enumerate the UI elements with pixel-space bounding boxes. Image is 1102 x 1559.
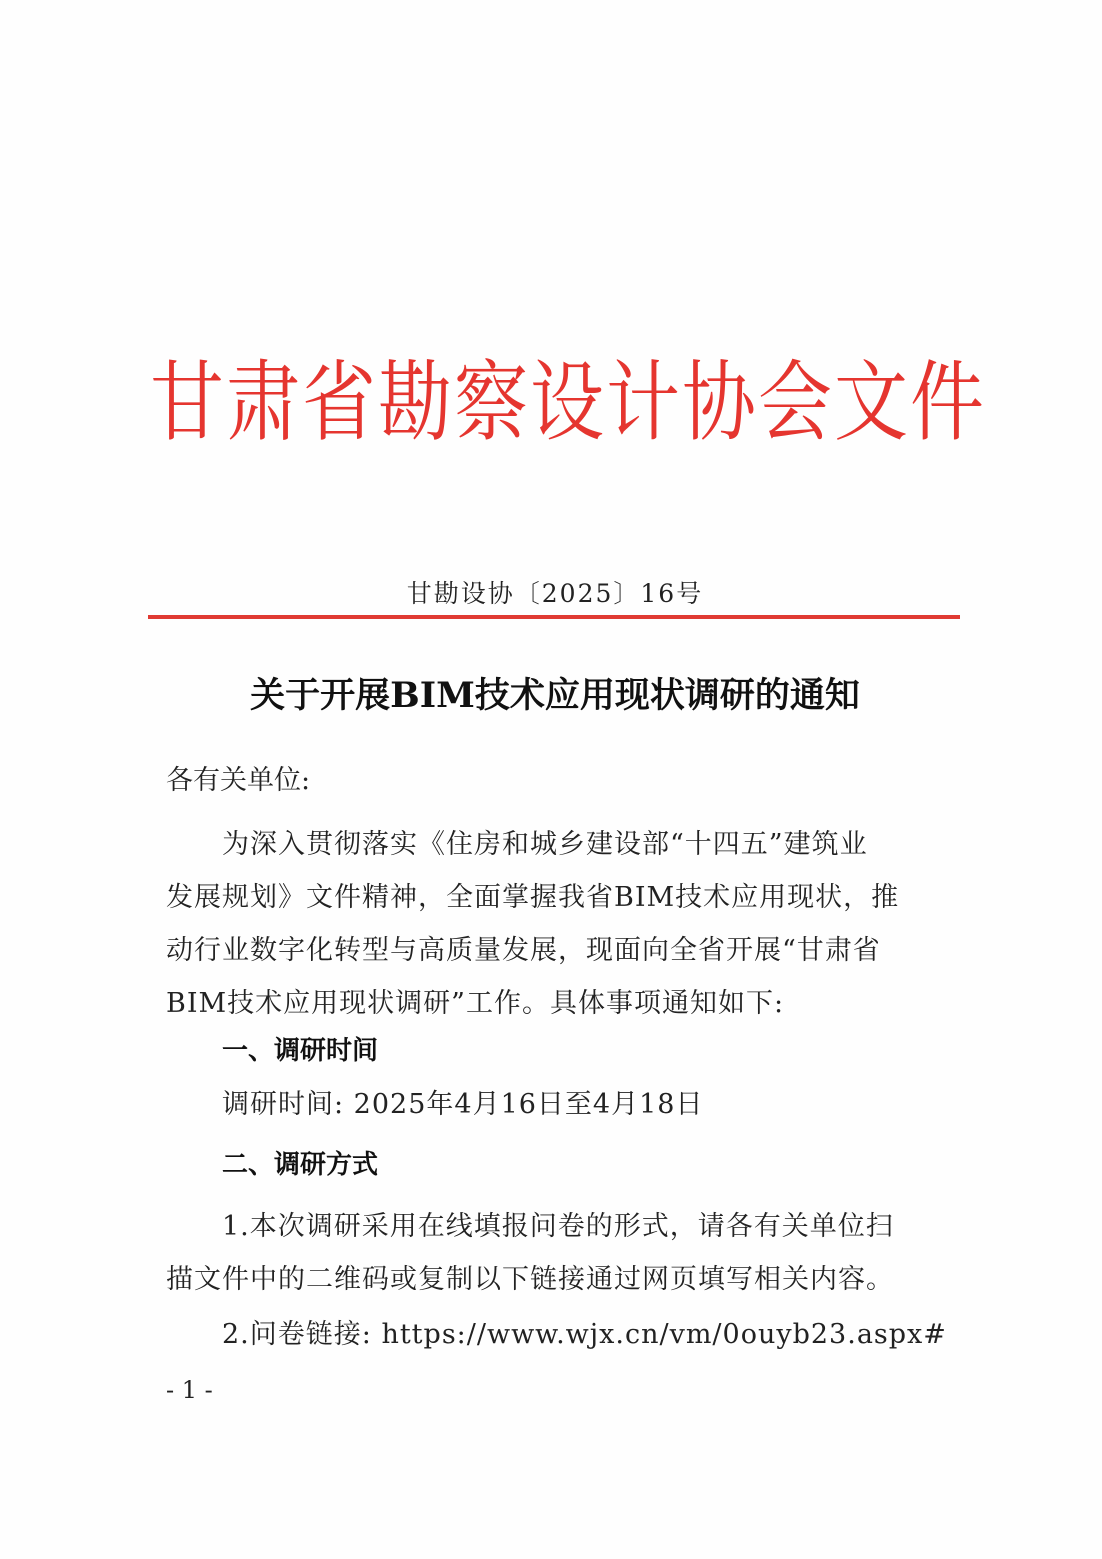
- intro-line-3: 动行业数字化转型与高质量发展，现面向全省开展“甘肃省: [166, 935, 881, 966]
- section-2-item-1-line-1: 1.本次调研采用在线填报问卷的形式，请各有关单位扫: [222, 1211, 894, 1242]
- masthead-title: 甘肃省勘察设计协会文件: [150, 352, 986, 454]
- section-1-heading: 一、调研时间: [222, 1036, 379, 1066]
- notice-title: 关于开展BIM技术应用现状调研的通知: [250, 675, 860, 716]
- intro-line-4: BIM技术应用现状调研”工作。具体事项通知如下:: [166, 988, 785, 1019]
- intro-line-1: 为深入贯彻落实《住房和城乡建设部“十四五”建筑业: [222, 829, 868, 860]
- salutation: 各有关单位:: [166, 765, 311, 796]
- section-2-item-1-line-2: 描文件中的二维码或复制以下链接通过网页填写相关内容。: [166, 1264, 894, 1295]
- section-2-item-2-link: 2.问卷链接: https://www.wjx.cn/vm/0ouyb23.aspx#: [222, 1319, 947, 1350]
- intro-line-2: 发展规划》文件精神，全面掌握我省BIM技术应用现状，推: [166, 882, 900, 913]
- red-divider-line: [148, 615, 960, 619]
- section-2-heading: 二、调研方式: [222, 1150, 379, 1180]
- intro-paragraph: [166, 818, 926, 1030]
- section-1-text: 调研时间: 2025年4月16日至4月18日: [222, 1089, 704, 1120]
- page-number: - 1 -: [166, 1376, 213, 1404]
- document-number: 甘勘设协〔2025〕16号: [406, 579, 704, 608]
